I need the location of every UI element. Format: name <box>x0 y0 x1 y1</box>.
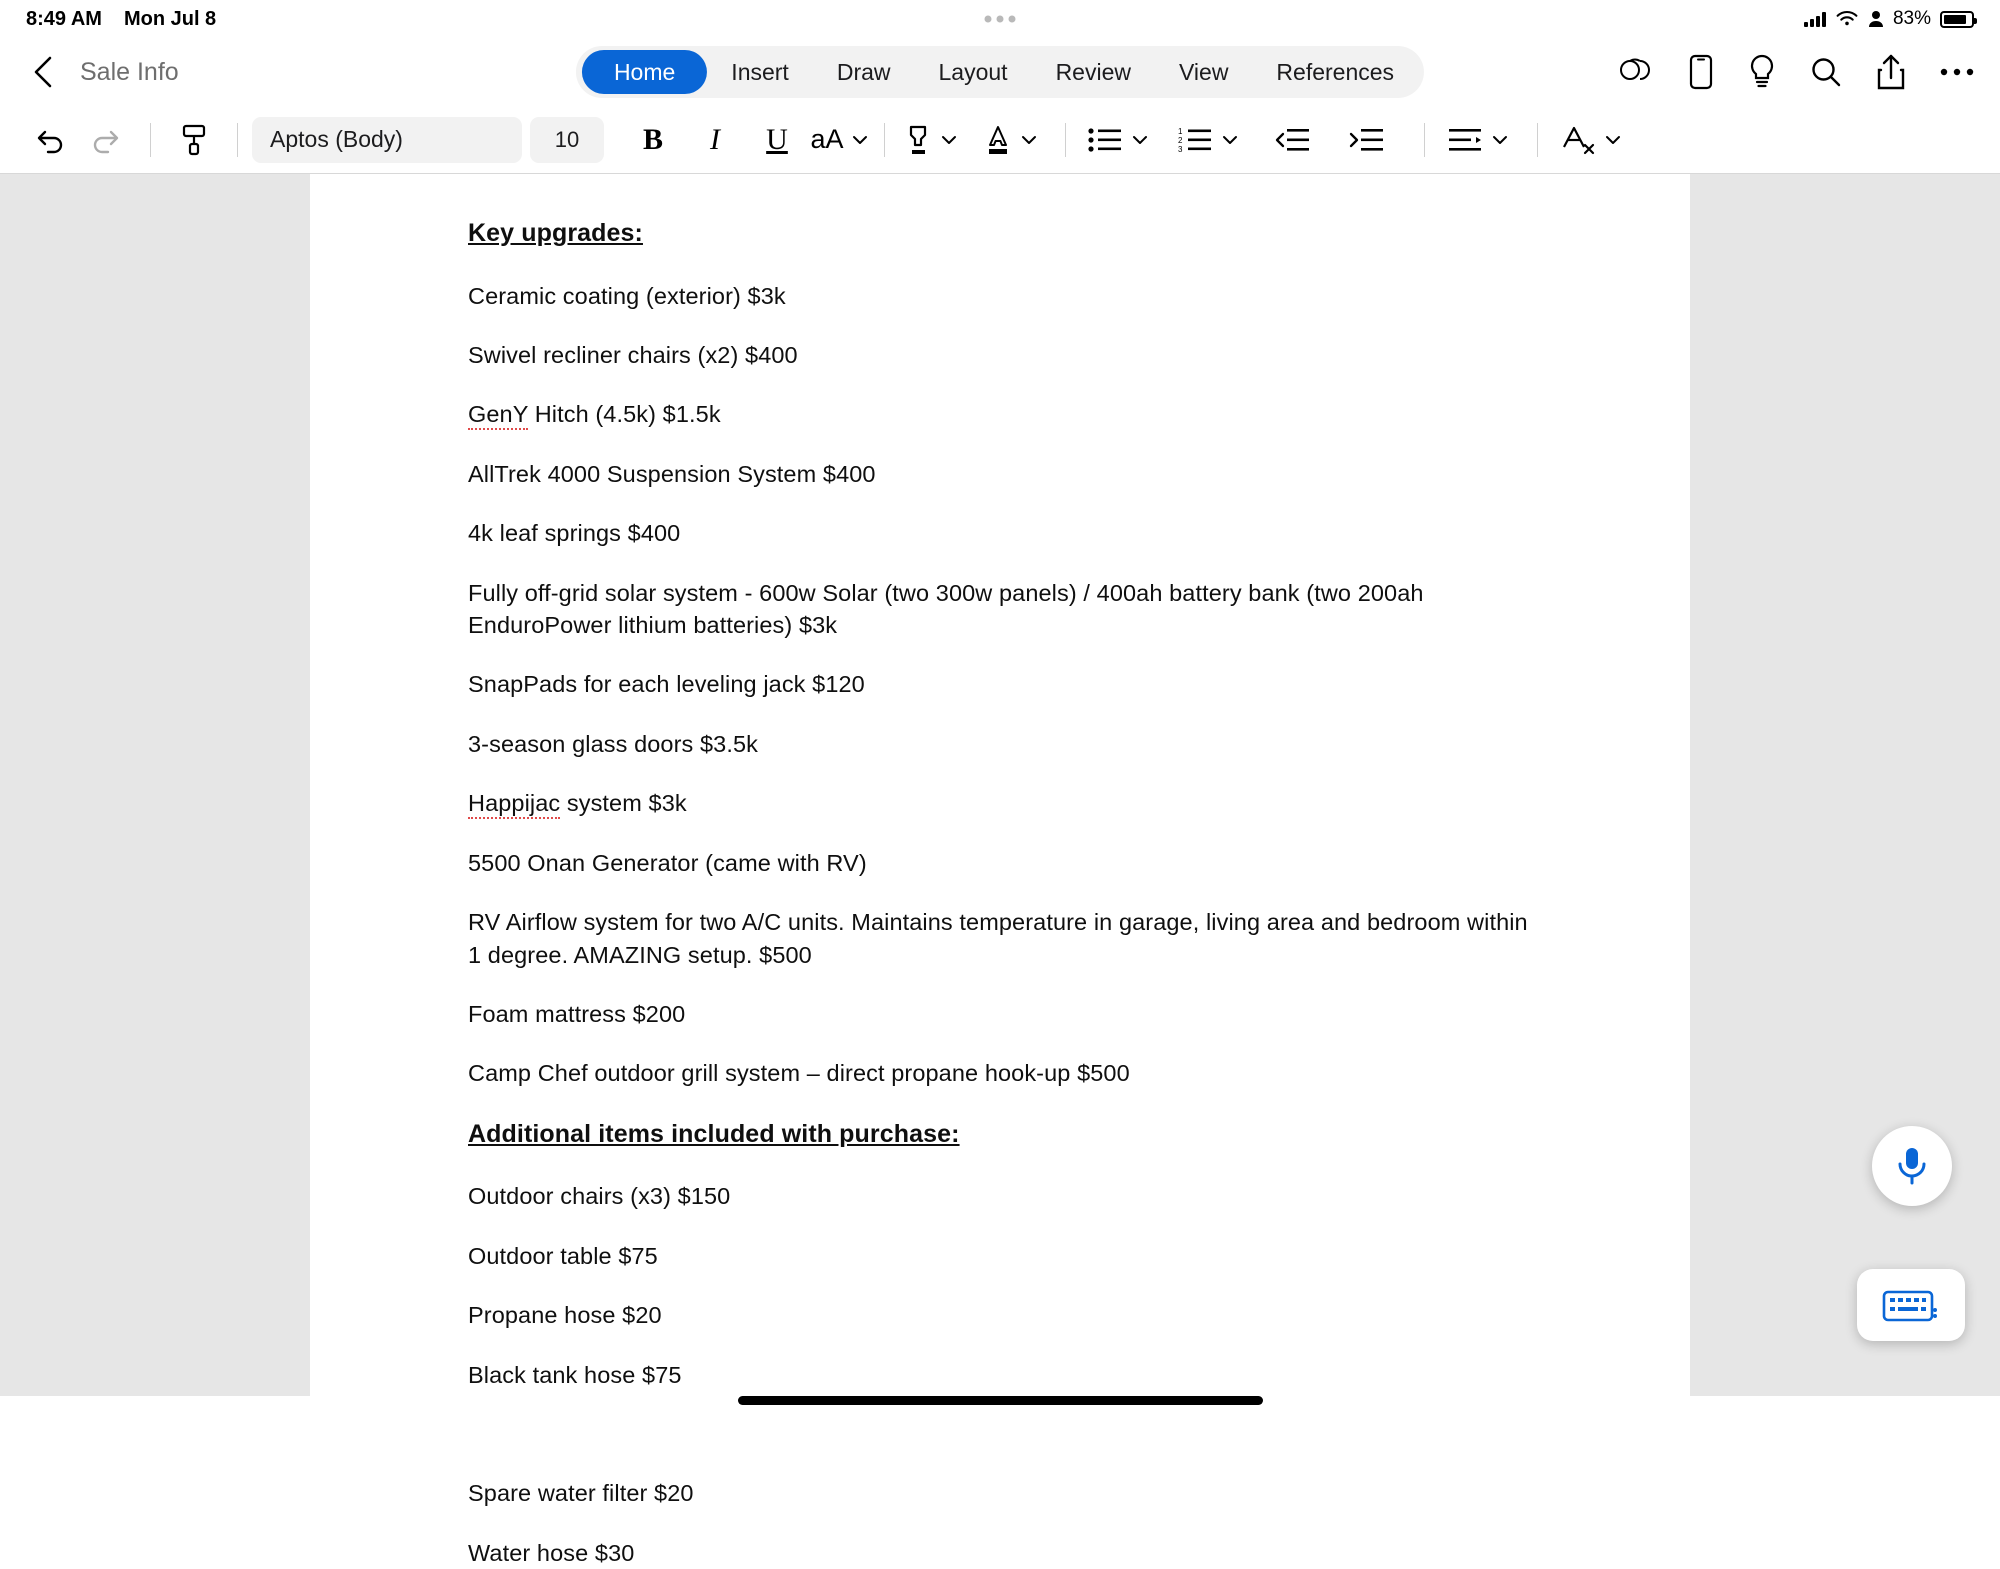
paragraph-line-misspelled: GenY Hitch (4.5k) $1.5k <box>468 398 1542 430</box>
underline-button[interactable] <box>746 114 808 166</box>
italic-label: I <box>710 122 720 156</box>
cellular-signal-icon <box>1804 11 1826 27</box>
clear-formatting-icon <box>1561 125 1595 155</box>
numbered-list-icon <box>1178 127 1212 153</box>
keyboard-icon <box>1882 1285 1940 1325</box>
paragraph-align-button[interactable] <box>1439 114 1517 166</box>
tab-review[interactable]: Review <box>1055 58 1131 85</box>
paragraph-align-icon <box>1448 127 1482 153</box>
paragraph-heading: Additional items included with purchase: <box>468 1119 960 1148</box>
paragraph-line: Black tank hose $75 <box>468 1361 682 1388</box>
paragraph-line: RV Airflow system for two A/C units. Maintains temperature in garage, living area and bedroom within 1 degree. AMAZING setup. $500 <box>468 909 1528 968</box>
font-name-field[interactable]: Aptos (Body) <box>252 117 522 163</box>
format-painter-button[interactable] <box>165 114 223 166</box>
paragraph-line: Ceramic coating (exterior) $3k <box>468 282 786 309</box>
handle-dot <box>985 16 992 23</box>
font-effects-label: aA <box>810 124 844 154</box>
person-icon <box>1868 10 1884 28</box>
paragraph-line: AllTrek 4000 Suspension System $400 <box>468 460 876 487</box>
tab-draw[interactable]: Draw <box>836 58 891 85</box>
chevron-down-icon <box>1021 135 1037 145</box>
handle-dot <box>1009 16 1016 23</box>
keyboard-button[interactable] <box>1857 1269 1965 1341</box>
formatting-toolbar <box>0 106 2000 174</box>
paragraph-line: Swivel recliner chairs (x2) $400 <box>468 341 798 368</box>
undo-icon <box>32 125 66 155</box>
paragraph-line: Spare water filter $20 <box>468 1480 694 1507</box>
dictation-button[interactable] <box>1872 1126 1952 1206</box>
toolbar-divider <box>1537 123 1538 157</box>
tab-layout[interactable]: Layout <box>938 58 1008 85</box>
font-color-button[interactable] <box>979 114 1041 166</box>
multitask-handle[interactable] <box>985 16 1016 23</box>
toolbar-divider <box>1065 123 1066 157</box>
highlight-button[interactable] <box>899 114 961 166</box>
clear-formatting-button[interactable] <box>1552 114 1630 166</box>
document-title[interactable]: Sale Info <box>80 57 179 86</box>
paragraph-line: SnapPads for each leveling jack $120 <box>468 671 865 698</box>
undo-button[interactable] <box>20 114 78 166</box>
paragraph-line-misspelled: Happijac system $3k <box>468 787 1542 819</box>
svg-text:1: 1 <box>1178 126 1183 136</box>
svg-text:3: 3 <box>1178 144 1183 154</box>
chevron-down-icon <box>1492 135 1508 145</box>
increase-indent-icon <box>1350 127 1384 153</box>
numbered-list-button[interactable] <box>1170 114 1246 166</box>
misspelled-word: GenY <box>468 401 528 430</box>
battery-icon <box>1940 11 1974 28</box>
decrease-indent-button[interactable] <box>1262 114 1324 166</box>
document-page[interactable] <box>310 174 1690 1566</box>
paragraph-line: Fully off-grid solar system - 600w Solar (two 300w panels) / 400ah battery bank (two 200ah EnduroPower lithium batteries) $3k <box>468 579 1424 639</box>
italic-button[interactable] <box>684 114 746 166</box>
svg-text:2: 2 <box>1178 135 1183 145</box>
chevron-down-icon <box>941 135 957 145</box>
header-icon-group <box>1618 54 1974 90</box>
paragraph-line: Outdoor table $75 <box>468 1242 658 1269</box>
misspelled-word: Happijac <box>468 790 560 819</box>
ribbon-tabs <box>576 46 1424 98</box>
toolbar-divider <box>884 123 885 157</box>
paragraph-heading: Key upgrades: <box>468 219 643 247</box>
back-button[interactable] <box>26 55 60 89</box>
bullet-list-button[interactable] <box>1080 114 1156 166</box>
lens-icon[interactable] <box>1618 57 1654 87</box>
ideas-lightbulb-icon[interactable] <box>1748 54 1776 90</box>
highlight-icon <box>903 123 933 157</box>
paragraph-line: 5500 Onan Generator (came with RV) <box>468 849 867 876</box>
format-painter-icon <box>179 123 209 157</box>
bold-label: B <box>642 122 663 156</box>
battery-percent-label: 83% <box>1892 8 1931 29</box>
bullet-list-icon <box>1088 127 1122 153</box>
tab-home[interactable]: Home <box>582 50 707 94</box>
chevron-down-icon <box>852 135 868 145</box>
status-time: 8:49 AM <box>26 7 102 30</box>
tab-references[interactable]: References <box>1276 58 1395 85</box>
microphone-icon <box>1895 1145 1929 1187</box>
paragraph-line: Foam mattress $200 <box>468 1000 686 1027</box>
status-bar <box>0 0 2000 38</box>
tab-view[interactable]: View <box>1178 58 1229 85</box>
increase-indent-button[interactable] <box>1336 114 1398 166</box>
paragraph-line: Camp Chef outdoor grill system – direct propane hook-up $500 <box>468 1060 1130 1087</box>
tab-insert[interactable]: Insert <box>731 58 789 85</box>
share-icon[interactable] <box>1876 54 1906 90</box>
bold-button[interactable] <box>622 114 684 166</box>
home-indicator-zone <box>0 1396 2000 1465</box>
underline-label: U <box>766 122 788 156</box>
paragraph-line: 4k leaf springs $400 <box>468 520 681 547</box>
font-effects-button[interactable] <box>808 114 870 166</box>
font-size-field[interactable]: 10 <box>530 117 604 163</box>
mobile-view-icon[interactable] <box>1688 54 1714 90</box>
chevron-down-icon <box>1605 135 1621 145</box>
decrease-indent-icon <box>1276 127 1310 153</box>
chevron-left-icon <box>32 55 54 89</box>
toolbar-divider <box>1424 123 1425 157</box>
status-date: Mon Jul 8 <box>123 7 217 30</box>
paragraph-line: 3-season glass doors $3.5k <box>468 730 758 757</box>
handle-dot <box>997 16 1004 23</box>
document-header <box>0 38 2000 106</box>
home-indicator[interactable] <box>738 1396 1263 1405</box>
chevron-down-icon <box>1132 135 1148 145</box>
chevron-down-icon <box>1222 135 1238 145</box>
wifi-icon <box>1835 10 1859 28</box>
toolbar-divider <box>237 123 238 157</box>
paragraph-line: Propane hose $20 <box>468 1302 662 1329</box>
paragraph-line: Outdoor chairs (x3) $150 <box>468 1183 731 1210</box>
font-color-icon <box>983 123 1013 157</box>
toolbar-divider <box>150 123 151 157</box>
document-canvas[interactable] <box>0 174 2000 1566</box>
status-bar-right <box>1804 8 1974 30</box>
redo-icon <box>90 125 124 155</box>
status-bar-left <box>26 8 216 31</box>
search-icon[interactable] <box>1810 56 1842 88</box>
more-options-icon[interactable] <box>1940 67 1974 77</box>
redo-button[interactable] <box>78 114 136 166</box>
paragraph-line: Water hose $30 <box>468 1539 635 1566</box>
